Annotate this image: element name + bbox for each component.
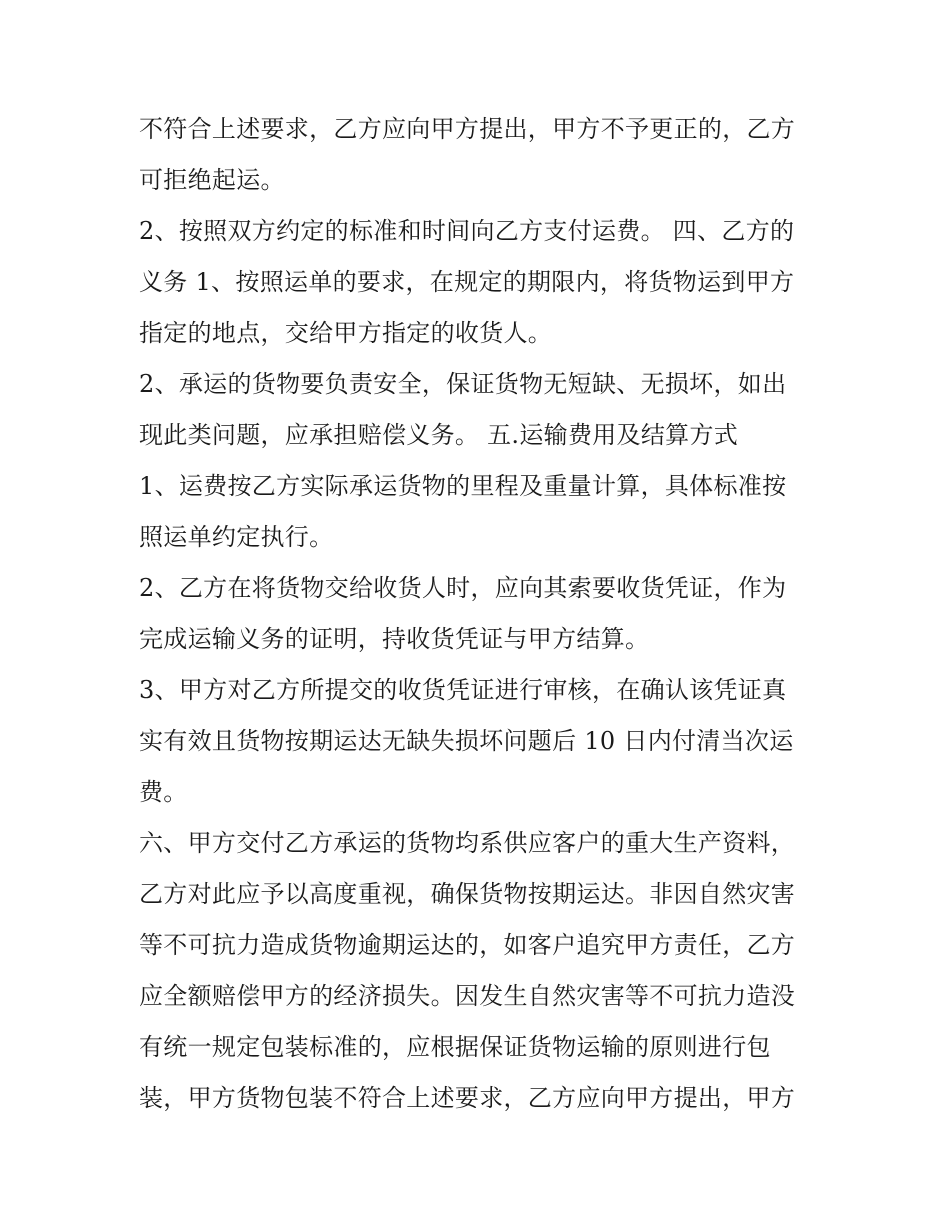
- text-line: 装，甲方货物包装不符合上述要求，乙方应向甲方提出，甲方: [139, 1084, 796, 1112]
- text-line: 1、运费按乙方实际承运货物的里程及重量计算，具体标准按: [139, 472, 787, 500]
- text-line: 现此类问题，应承担赔偿义务。 五.运输费用及结算方式: [139, 421, 739, 449]
- text-line: 指定的地点，交给甲方指定的收货人。: [139, 319, 553, 347]
- text-line: 等不可抗力造成货物逾期运达的，如客户追究甲方责任，乙方: [139, 931, 796, 959]
- text-line: 照运单约定执行。: [139, 523, 334, 551]
- text-line: 不符合上述要求，乙方应向甲方提出，甲方不予更正的，乙方: [139, 115, 796, 143]
- text-line: 2、乙方在将货物交给收货人时，应向其索要收货凭证，作为: [139, 574, 787, 602]
- text-line: 乙方对此应予以高度重视，确保货物按期运达。非因自然灾害: [139, 880, 796, 908]
- text-line: 2、承运的货物要负责安全，保证货物无短缺、无损坏，如出: [139, 370, 787, 398]
- text-line: 2、按照双方约定的标准和时间向乙方支付运费。 四、乙方的: [139, 217, 795, 245]
- document-body: [139, 104, 819, 1124]
- text-line: 完成运输义务的证明，持收货凭证与甲方结算。: [139, 625, 650, 653]
- text-line: 义务 1、按照运单的要求，在规定的期限内，将货物运到甲方: [139, 268, 795, 296]
- text-line: 可拒绝起运。: [139, 166, 285, 194]
- text-line: 费。: [139, 778, 188, 806]
- text-line: 3、甲方对乙方所提交的收货凭证进行审核，在确认该凭证真: [139, 676, 787, 704]
- text-line: 实有效且货物按期运达无缺失损坏问题后 10 日内付清当次运: [139, 727, 794, 755]
- text-line: 六、甲方交付乙方承运的货物均系供应客户的重大生产资料，: [139, 829, 796, 857]
- text-line: 有统一规定包装标准的，应根据保证货物运输的原则进行包: [139, 1033, 771, 1061]
- text-line: 应全额赔偿甲方的经济损失。因发生自然灾害等不可抗力造没: [139, 982, 796, 1010]
